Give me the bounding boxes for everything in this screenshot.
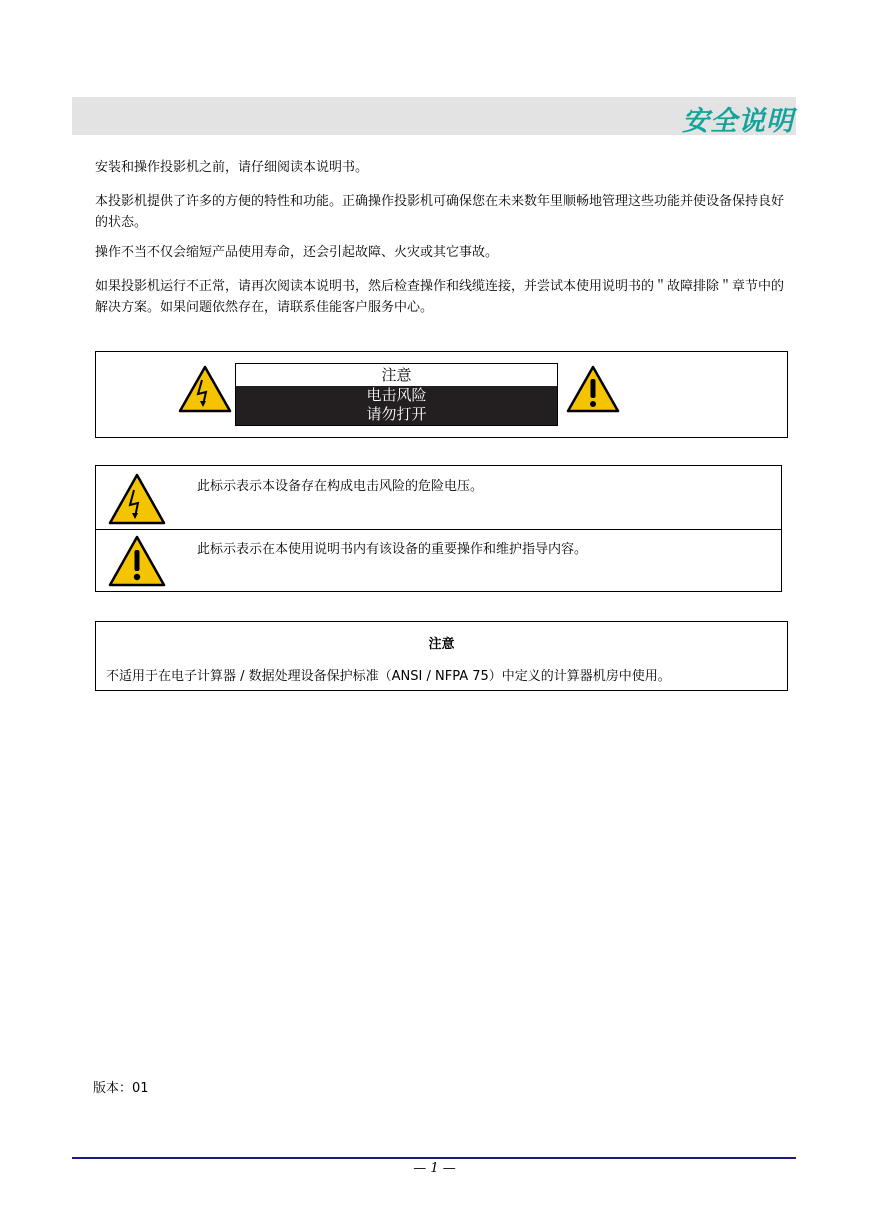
table-row	[96, 466, 781, 530]
table-row	[96, 529, 781, 591]
caution-sign	[235, 363, 558, 426]
exclamation-warning-icon	[108, 535, 166, 587]
caution-sign-warning	[236, 386, 557, 425]
page-number: — 1 —	[413, 1161, 456, 1176]
note-text: 不适用于在电子计算器 / 数据处理设备保护标准（ANSI / NFPA 75）中定义的计算器机房中使用。	[106, 669, 671, 684]
caution-sign-heading: 注意	[381, 366, 412, 384]
lightning-warning-icon	[108, 473, 166, 525]
symbols-table	[95, 465, 782, 592]
intro-paragraph-2: 本投影机提供了许多的方便的特性和功能。正确操作投影机可确保您在未来数年里顺畅地管理这些功能并使设备保持良好的状态。	[95, 194, 785, 230]
caution-sign-line-1: 电击风险	[366, 386, 427, 404]
symbol-description: 此标示表示本设备存在构成电击风险的危险电压。	[197, 479, 484, 494]
page-title: 安全说明	[682, 106, 794, 137]
exclamation-warning-icon	[566, 365, 620, 413]
version-label: 版本：01	[93, 1081, 149, 1096]
note-title: 注意	[428, 637, 455, 652]
intro-paragraph-1: 安装和操作投影机之前，请仔细阅读本说明书。	[95, 160, 369, 175]
caution-sign-line-2: 请勿打开	[366, 405, 427, 423]
intro-paragraph-3: 操作不当不仅会缩短产品使用寿命，还会引起故障、火灾或其它事故。	[95, 245, 499, 260]
header-bar	[72, 97, 796, 135]
lightning-warning-icon	[178, 365, 232, 413]
intro-paragraph-4: 如果投影机运行不正常，请再次阅读本说明书，然后检查操作和线缆连接，并尝试本使用说明书的＂故障排除＂章节中的解决方案。如果问题依然存在，请联系佳能客户服务中心。	[95, 279, 785, 315]
footer-divider	[72, 1157, 796, 1159]
note-box	[95, 621, 788, 691]
symbol-description: 此标示表示在本使用说明书内有该设备的重要操作和维护指导内容。	[197, 542, 588, 557]
